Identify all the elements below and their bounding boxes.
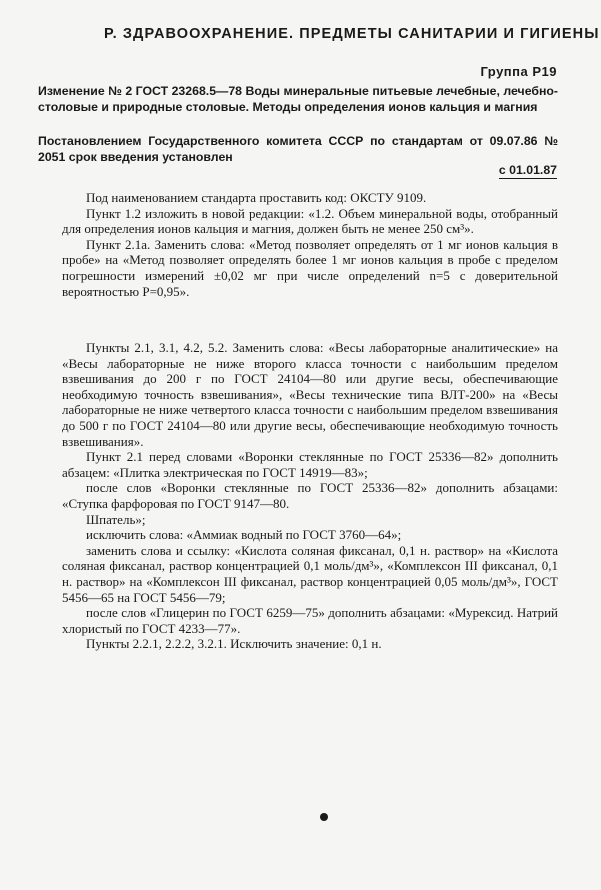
paragraph: заменить слова и ссылку: «Кислота соляная фиксанал, 0,1 н. раствор» на «Кислота соляная фиксанал, раствор концентрацией 0,1 моль/дм³», «Комплексон III фиксанал, 0,1 н. раствор» на «Комплексон III фиксанал, раствор концентрацией 0,05 моль/дм³», ГОСТ 5456—65 на ГОСТ 5456—79; (62, 542, 558, 605)
paragraph: Пункт 1.2 изложить в новой редакции: «1.2. Объем минеральной воды, отобранный для определения ионов кальция и магния, должен быть не менее 250 см³». (62, 205, 558, 237)
decree-text: Постановлением Государственного комитета СССР по стандартам от 09.07.86 № 2051 срок введения установлен (38, 134, 558, 164)
ink-dot-mark (320, 813, 328, 821)
paragraph: Пункт 2.1а. Заменить слова: «Метод позволяет определять от 1 мг ионов кальция в пробе» на «Метод позволяет определять более 1 мг ионов кальция в пробе с пределом погрешности измерений ±0,02 мг при числе определений n=5 с доверительной вероятностью P=0,95». (62, 236, 558, 299)
changes-block-1 (62, 190, 558, 299)
group-code: Группа Р19 (480, 64, 557, 79)
paragraph: Под наименованием стандарта проставить код: ОКСТУ 9109. (86, 190, 427, 205)
changes-block-2 (62, 340, 558, 652)
paragraph: после слов «Воронки стеклянные по ГОСТ 25336—82» дополнить абзацами: «Ступка фарфоровая по ГОСТ 9147—80. (62, 480, 558, 511)
section-title: Р. ЗДРАВООХРАНЕНИЕ. ПРЕДМЕТЫ САНИТАРИИ И ГИГИЕНЫ (104, 26, 600, 42)
paragraph: Пункты 2.2.1, 2.2.2, 3.2.1. Исключить значение: 0,1 н. (86, 636, 382, 652)
paragraph: Шпатель»; (86, 511, 146, 527)
paragraph: после слов «Глицерин по ГОСТ 6259—75» дополнить абзацами: «Мурексид. Натрий хлористый по ГОСТ 4233—77». (62, 605, 558, 636)
paragraph: исключить слова: «Аммиак водный по ГОСТ 3760—64»; (86, 527, 402, 543)
effective-date: с 01.01.87 (498, 163, 557, 177)
paragraph: Пункты 2.1, 3.1, 4.2, 5.2. Заменить слова: «Весы лабораторные аналитические» на «Весы лабораторные не ниже второго класса точности с наибольшим пределом взвешивания до 200 г по ГОСТ 24104—80 или другие весы, обеспечивающие необходимую точность взвешивания», «Весы технические типа ВЛТ-200» на «Весы лабораторные не ниже четвертого класса точности с наибольшим пределом взвешивания до 500 г по ГОСТ 24104—80 или другие весы, обеспечивающие необходимую точность взвешивания». (62, 340, 558, 449)
amendment-title: Изменение № 2 ГОСТ 23268.5—78 Воды минеральные питьевые лечебные, лечебно-столовые и природные столовые. Методы определения ионов кальция и магния (38, 84, 558, 114)
paragraph: Пункт 2.1 перед словами «Воронки стеклянные по ГОСТ 25336—82» дополнить абзацем: «Плитка электрическая по ГОСТ 14919—83»; (62, 449, 558, 480)
